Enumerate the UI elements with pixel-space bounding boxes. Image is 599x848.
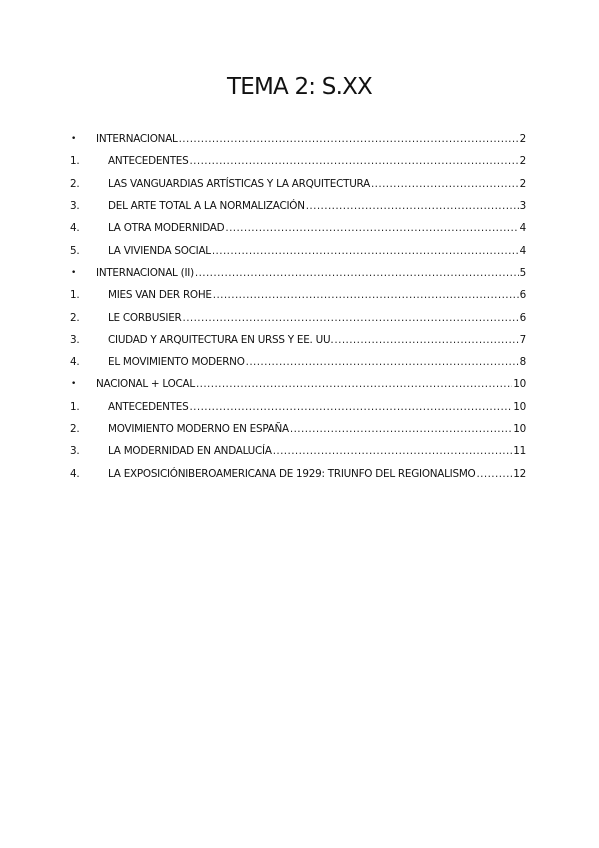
list-number: 4. xyxy=(70,467,80,480)
toc-entry-label[interactable]: MOVIMIENTO MODERNO EN ESPAÑA xyxy=(108,423,289,435)
toc-entry-label[interactable]: DEL ARTE TOTAL A LA NORMALIZACIÓN xyxy=(108,200,305,213)
dot-leader xyxy=(225,222,518,234)
toc-page-number[interactable]: 12 xyxy=(513,467,526,480)
toc-entry-label[interactable]: CIUDAD Y ARQUITECTURA EN URSS Y EE. UU. xyxy=(108,333,334,346)
toc-page-number[interactable]: 10 xyxy=(513,378,526,391)
toc-entry[interactable] xyxy=(0,173,599,195)
toc-entry-line xyxy=(108,445,526,457)
list-number: 4. xyxy=(70,356,80,369)
bullet-marker: • xyxy=(71,379,77,390)
dot-leader xyxy=(246,356,519,368)
list-number: 3. xyxy=(70,200,80,213)
dot-leader xyxy=(213,289,519,301)
toc-entry-label[interactable]: ANTECEDENTES xyxy=(108,155,189,168)
toc-entry-line xyxy=(108,356,526,368)
list-number: 2. xyxy=(70,311,80,324)
toc-page-number[interactable]: 8 xyxy=(519,356,526,369)
toc-entry-label[interactable]: INTERNACIONAL xyxy=(96,133,178,146)
toc-page-number[interactable]: 10 xyxy=(513,400,526,413)
page-title: TEMA 2: S.XX xyxy=(227,74,372,100)
list-number: 5. xyxy=(70,244,80,257)
dot-leader xyxy=(195,267,519,279)
toc-entry[interactable] xyxy=(0,239,599,261)
toc-page-number[interactable]: 6 xyxy=(519,289,526,302)
toc-entry-label[interactable]: LE CORBUSIER xyxy=(108,311,182,324)
toc-entry[interactable] xyxy=(0,396,599,418)
toc-section-entry[interactable] xyxy=(0,128,599,150)
toc-page-number[interactable]: 5 xyxy=(519,266,526,279)
toc-entry[interactable] xyxy=(0,217,599,239)
dot-leader xyxy=(290,423,512,435)
toc-page-number[interactable]: 7 xyxy=(519,333,526,346)
list-number: 3. xyxy=(70,333,80,346)
toc-entry-line xyxy=(108,289,526,301)
dot-leader xyxy=(273,445,513,457)
toc-page-number[interactable]: 2 xyxy=(519,177,526,190)
list-number: 2. xyxy=(70,177,80,190)
toc-entry-line xyxy=(108,222,526,234)
toc-entry[interactable] xyxy=(0,351,599,373)
dot-leader xyxy=(334,334,518,346)
list-number: 1. xyxy=(70,155,80,168)
table-of-contents xyxy=(0,128,599,485)
toc-page-number[interactable]: 10 xyxy=(513,423,526,435)
toc-entry-line xyxy=(96,133,526,145)
toc-entry-line xyxy=(108,401,526,413)
dot-leader xyxy=(183,312,519,324)
bullet-marker: • xyxy=(71,134,77,145)
list-number: 1. xyxy=(70,400,80,413)
toc-page-number[interactable]: 4 xyxy=(519,222,526,235)
toc-section-entry[interactable] xyxy=(0,373,599,395)
toc-page-number[interactable]: 3 xyxy=(519,200,526,213)
toc-entry-line xyxy=(108,200,526,212)
toc-entry-label[interactable]: ANTECEDENTES xyxy=(108,400,189,413)
toc-entry[interactable] xyxy=(0,150,599,172)
toc-entry-label[interactable]: LA MODERNIDAD EN ANDALUCÍA xyxy=(108,445,272,458)
dot-leader xyxy=(179,133,519,145)
toc-entry-line xyxy=(108,468,526,480)
toc-entry-label[interactable]: LA VIVIENDA SOCIAL xyxy=(108,244,211,257)
list-number: 1. xyxy=(70,289,80,302)
toc-entry-line xyxy=(108,245,526,257)
toc-entry-line xyxy=(108,334,526,346)
dot-leader xyxy=(476,468,512,480)
toc-entry-label[interactable]: LA OTRA MODERNIDAD xyxy=(108,222,225,235)
toc-entry-label[interactable]: NACIONAL + LOCAL xyxy=(96,378,195,391)
toc-entry[interactable] xyxy=(0,306,599,328)
toc-page-number[interactable]: 4 xyxy=(519,244,526,257)
toc-entry[interactable] xyxy=(0,329,599,351)
toc-entry-line xyxy=(108,155,526,167)
dot-leader xyxy=(306,200,519,212)
dot-leader xyxy=(212,245,519,257)
bullet-marker: • xyxy=(71,267,77,278)
toc-page-number[interactable]: 6 xyxy=(519,311,526,324)
toc-entry-label[interactable]: LAS VANGUARDIAS ARTÍSTICAS Y LA ARQUITECTURA xyxy=(108,177,370,190)
toc-entry[interactable] xyxy=(0,284,599,306)
toc-entry-label[interactable]: LA EXPOSICIÓNIBEROAMERICANA DE 1929: TRIUNFO DEL REGIONALISMO xyxy=(108,467,476,480)
toc-page-number[interactable]: 11 xyxy=(513,445,526,458)
toc-entry[interactable] xyxy=(0,462,599,484)
dot-leader xyxy=(189,155,518,167)
toc-entry-line xyxy=(96,378,526,390)
toc-entry[interactable] xyxy=(0,195,599,217)
toc-page-number[interactable]: 2 xyxy=(519,133,526,146)
list-number: 2. xyxy=(70,423,80,435)
dot-leader xyxy=(371,178,519,190)
toc-entry-label[interactable]: INTERNACIONAL (II) xyxy=(96,266,194,279)
toc-entry[interactable] xyxy=(0,440,599,462)
list-number: 4. xyxy=(70,222,80,235)
dot-leader xyxy=(196,378,512,390)
toc-entry-line xyxy=(108,423,526,435)
toc-section-entry[interactable] xyxy=(0,262,599,284)
toc-entry-line xyxy=(108,178,526,190)
toc-entry-line xyxy=(96,267,526,279)
toc-entry-label[interactable]: EL MOVIMIENTO MODERNO xyxy=(108,356,245,369)
toc-entry[interactable] xyxy=(0,418,599,440)
dot-leader xyxy=(189,401,512,413)
toc-entry-label[interactable]: MIES VAN DER ROHE xyxy=(108,289,212,302)
list-number: 3. xyxy=(70,445,80,458)
toc-entry-line xyxy=(108,312,526,324)
toc-page-number[interactable]: 2 xyxy=(519,155,526,168)
